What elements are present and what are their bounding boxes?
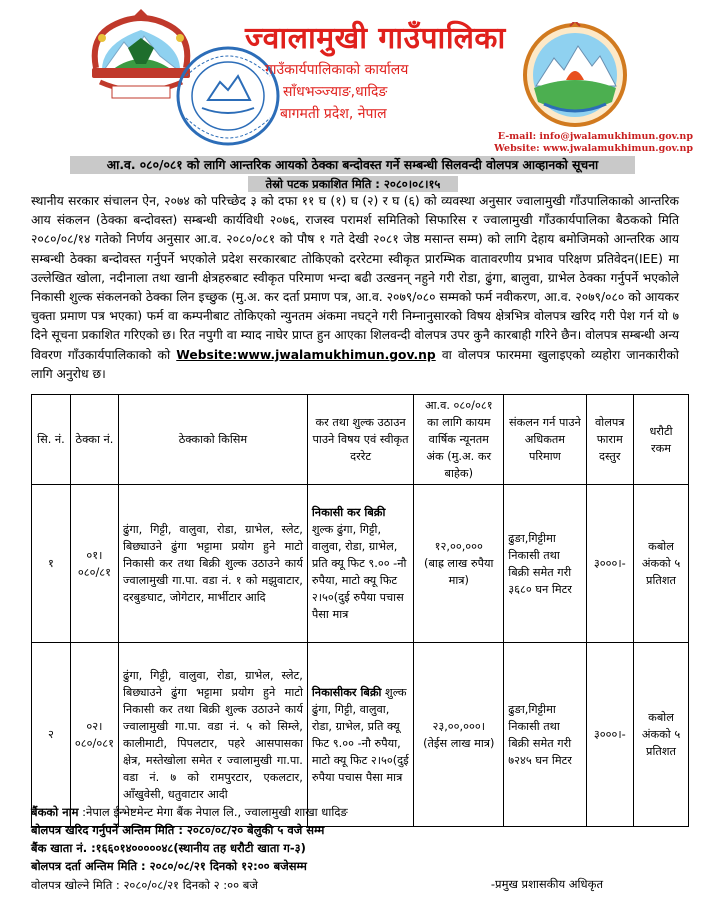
header-contract-type: ठेक्काको किसिम bbox=[118, 395, 307, 485]
table-row bbox=[32, 485, 689, 643]
table-header-row bbox=[32, 395, 689, 485]
cell-rate bbox=[307, 485, 413, 643]
cell-contract-type: ढुंगा, गिट्टी, वालुवा, रोडा, ग्राभेल, स्लेट, बिछ्याउने ढुंगा भट्टामा प्रयोग हुने माटो निकासी कर तथा बिक्री शुल्क उठाउने कार्य ज्वालामुखी गा.पा. वडा नं. १ को मझुवाटार, दरबुङघाट, जोगेटार, मार्भीटार आदि bbox=[118, 485, 307, 643]
publication-date: तेस्रो पटक प्रकाशित मिति : २०८०।०८।१५ bbox=[248, 176, 458, 192]
municipality-title: ज्वालामुखी गाउँपालिका bbox=[245, 21, 506, 56]
purchase-deadline: बोलपत्र खरिद गर्नुपर्ने अन्तिम मिति : २०८०/०८/२० बेलुकी ५ वजे सम्म bbox=[31, 823, 325, 837]
min-amount-figure: १२,००,००० bbox=[434, 540, 483, 553]
rate-title: निकासीकर बिक्री bbox=[311, 685, 382, 699]
cell-max-quantity: ढुङा,गिट्टीमा निकासी तथा बिक्री समेत गरी ७२४५ घन मिटर bbox=[504, 643, 586, 827]
cell-contract-type: ढुंगा, गिट्टी, वालुवा, रोडा, ग्राभेल, स्लेट, बिछ्याउने ढुंगा भट्टामा प्रयोग हुने माटो निकासी कर तथा बिक्री शुल्क उठाउने कार्य ज्वालामुखी गा.पा. वडा नं. ५ को सिम्ले, कालीमाटी, पिपलटार, पहरे आसपासका क्षेत्र, मस्तेखोला समेत र ज्वालामुखी गा.पा. वडा नं. ७ को रामपुरटार, एकलटार, आँखुवेसी, धतुवाटार आदी bbox=[118, 643, 307, 827]
registration-deadline: बोलपत्र दर्ता अन्तिम मिति : २०८०/०८/२१ दिनको १२:०० बजेसम्म bbox=[31, 859, 307, 873]
email-address: E-mail: info@jwalamukhimun.gov.np bbox=[497, 131, 693, 142]
office-location: साँधभञ्ज्याङ,धादिङ bbox=[283, 84, 388, 100]
notice-body bbox=[31, 192, 679, 384]
province-name: बागमती प्रदेश, नेपाल bbox=[280, 106, 387, 122]
cell-max-quantity: ढुङा,गिट्टीमा निकासी तथा बिक्री समेत गरी ३६८० घन मिटर bbox=[504, 485, 586, 643]
cell-sn: २ bbox=[32, 643, 71, 827]
cell-deposit: कबोल अंकको ५ प्रतिशत bbox=[634, 643, 689, 827]
min-amount-figure: २३,००,०००। bbox=[432, 719, 486, 733]
header-max-quantity: संकलन गर्न पाउने अधिकतम परिमाण bbox=[504, 395, 586, 485]
min-amount-words: (बाह्र लाख रुपैया मात्र) bbox=[424, 557, 494, 587]
contract-table bbox=[31, 394, 689, 827]
notice-body-text: स्थानीय सरकार संचालन ऐन, २०७४ को परिच्छेद ३ को दफा ११ घ (१) घ (२) र घ (६) को व्यवस्था अनुसार ज्वालामुखी गाँउपालिकाको आन्तरिक आय संकलन (ठेक्का बन्दोवस्त) सम्बन्धी कार्यविधी २०७६, राजस्व परामर्श समितिको सिफारिस र ज्वालामुखी गाँउकार्यपालिका बैठकको मिति २०८०/०८/१४ गतेको निर्णय अनुसार आ.व. २०८०/०८१ को पौष १ गते देखी २०८१ जेष्ठ मसान्त सम्म) को लागि देहाय बमोजिमको आन्तरिक आय सम्बन्धी ठेक्का बन्दोवस्त गर्नुपर्ने भएकोले प्रदेश सरकारबाट तोकिएको दररेटमा स्वीकृत प्रारम्भिक वातावरणीय प्रभाव परिक्षण प्रतिवेदन(IEE) मा उल्लेखित खोला, नदीनाला तथा खानी क्षेत्रहरुबाट स्वीकृत परिमाण भन्दा बढी उत्खनन् नहुने गरी रोडा, ढुंगा, बालुवा, ग्राभेल ठेक्का गर्नुपर्ने भएकोले निकासी शुल्क संकलनको ठेक्का लिन इच्छुक (मु.अ. कर दर्ता प्रमाण पत्र, आ.व. २०७९/०८० सम्मको फर्म नवीकरण, आ.व. २०७९/०८० को आयकर चुक्ता प्रमाण पत्र भएका) फर्म वा कम्पनीबाट तोकिएको न्युनतम अंकमा नघट्ने गरी निम्नानुसारको विषय क्षेत्रभित्र वोलपत्र खरिद गरी पेश गर्न यो ७ दिने सूचना प्रकाशित गरिएको छ। रित नपुगी वा म्याद नाघेर प्राप्त हुन आएका शिलवन्दी वोलपत्र उपर कुनै कारबाही गरिने छैन। वोलपत्र सम्बन्धी अन्य विवरण गाँउकार्यपालिकाको को bbox=[31, 194, 679, 362]
contact-block bbox=[494, 131, 693, 155]
header-form-fee: वोलपत्र फाराम दस्तुर bbox=[586, 395, 634, 485]
cell-deposit: कबोल अंकको ५ प्रतिशत bbox=[634, 485, 689, 643]
cell-form-fee: ३०००।- bbox=[586, 485, 634, 643]
cell-contract-no: ०१।०८०/८१ bbox=[70, 485, 118, 643]
website-address: Website: www.jwalamukhimun.gov.np bbox=[494, 143, 693, 154]
header-contract-no: ठेक्का नं. bbox=[70, 395, 118, 485]
municipal-seal-stamp bbox=[172, 42, 284, 150]
bank-account: बैंक खाता नं. :१६६०१४०००००४८(स्थानीय तह धरौटी खाता ग-३) bbox=[31, 841, 306, 855]
opening-date: वोलपत्र खोल्ने मिति : २०८०/०८/२१ दिनको २ :०० बजे bbox=[31, 878, 258, 892]
cell-min-amount bbox=[414, 485, 504, 643]
header-deposit: धरौटी रकम bbox=[634, 395, 689, 485]
signatory-title: -प्रमुख प्रशासकीय अधिकृत bbox=[490, 877, 603, 891]
cell-sn: १ bbox=[32, 485, 71, 643]
header-rate: कर तथा शुल्क उठाउन पाउने विषय एवं स्वीकृत दररेट bbox=[307, 395, 413, 485]
bank-value: :नेपाल ईन्भेष्टमेन्ट मेगा बैंक नेपाल लि., ज्वालामुखी शाखा धादिङ bbox=[82, 805, 348, 819]
notice-body-end: वा वोलपत्र फारममा खुलाइएको व्यहोरा जानकारीको लागि अनुरोध छ। bbox=[31, 347, 679, 381]
header-min-amount: आ.व. ०८०/०८१ का लागि कायम वार्षिक न्यूनतम अंक (मु.अ. कर बाहेक) bbox=[414, 395, 504, 485]
cell-rate bbox=[307, 643, 413, 827]
municipality-logo bbox=[520, 22, 630, 128]
header-sn: सि. नं. bbox=[32, 395, 71, 485]
rate-body: शुल्क ढुंगा, गिट्टी, वालुवा, रोडा, ग्राभेल, प्रति क्यू फिट ९.०० -नौ रुपैया, माटो क्यू फिट २।५०(दुई रुपैया पचास पैसा मात्र bbox=[311, 523, 407, 621]
office-name: गाउँकार्यपालिकाको कार्यालय bbox=[265, 62, 409, 78]
notice-title: आ.व. ०८०/०८१ को लागि आन्तरिक आयको ठेक्का बन्दोवस्त गर्ने सम्बन्धी सिलवन्दी वोलपत्र आव्हानको सूचना bbox=[70, 156, 635, 174]
website-link[interactable]: Website:www.jwalamukhimun.gov.np bbox=[176, 347, 436, 362]
bank-label: बैंकको नाम bbox=[31, 805, 79, 819]
cell-form-fee: ३०००।- bbox=[586, 643, 634, 827]
bank-line bbox=[31, 804, 348, 821]
cell-min-amount bbox=[414, 643, 504, 827]
rate-title: निकासी कर बिक्री bbox=[311, 506, 386, 519]
table-row bbox=[32, 643, 689, 827]
min-amount-words: (तेईस लाख मात्र) bbox=[423, 736, 495, 750]
rate-body: शुल्क ढुंगा, गिट्टी, वालुवा, रोडा, ग्राभेल, प्रति क्यू फिट ९.०० -नौ रुपैया, माटो क्यू फिट २।५०(दुई रुपैया पचास पैसा मात्र bbox=[311, 685, 409, 784]
cell-contract-no: ०२।०८०/०८१ bbox=[70, 643, 118, 827]
